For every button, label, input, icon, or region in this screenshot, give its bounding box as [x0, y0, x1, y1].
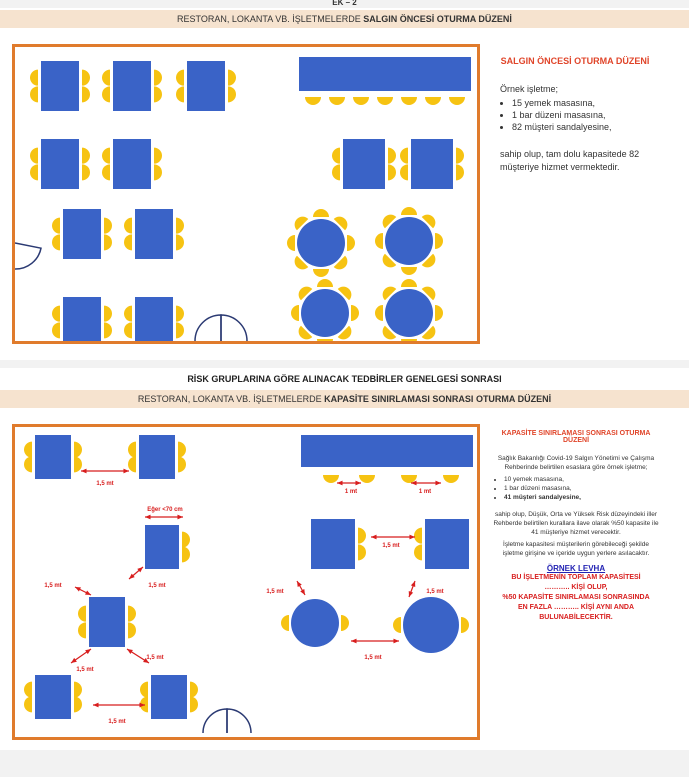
chair: [182, 532, 190, 548]
chair: [104, 218, 112, 234]
distance-label: 1,5 mt: [44, 583, 62, 589]
chair: [52, 322, 60, 338]
chair: [124, 234, 132, 250]
chair: [178, 442, 186, 458]
bar-counter: [301, 435, 473, 467]
chair: [176, 306, 184, 322]
chair: [332, 148, 340, 164]
arrow-head: [93, 703, 99, 708]
list-item: • 82 müşteri sandalyesine,: [512, 122, 650, 132]
sign-line: BU İŞLETMENİN TOPLAM KAPASİTESİ: [511, 574, 641, 581]
chair: [358, 528, 366, 544]
table: [63, 297, 101, 341]
chair: [305, 97, 321, 105]
chair: [102, 86, 110, 102]
chair: [24, 456, 32, 472]
chair: [74, 682, 82, 698]
chair: [102, 148, 110, 164]
arrow-head: [123, 469, 129, 474]
chair: [190, 696, 198, 712]
round-table: [403, 597, 459, 653]
door: [227, 709, 251, 733]
sign-line: ……….. KİŞİ OLUP,: [544, 584, 608, 591]
chair: [287, 235, 295, 251]
slide2-para3: İşletme kapasitesi müşterilerin görebileceği şekilde işletme girişine ve içeride uygun yerlere asılacaktır.: [502, 541, 650, 557]
slide2-side-panel: [492, 430, 660, 623]
table: [425, 519, 469, 569]
chair: [347, 235, 355, 251]
slide1-intro: Örnek işletme;: [500, 84, 559, 94]
chair: [52, 234, 60, 250]
distance-label: 1,5 mt: [108, 719, 126, 725]
chair: [190, 682, 198, 698]
slide2-para2: sahip olup, Düşük, Orta ve Yüksek Risk düzeyindeki iller Rehberde belirtilen kurallara ilave olarak %50 kapasite ile 41 müşteriye hizmet verecektir.: [493, 511, 659, 536]
door: [221, 315, 247, 341]
chair: [400, 164, 408, 180]
chair: [30, 70, 38, 86]
table: [113, 139, 151, 189]
slide-capacity-limit: [0, 368, 689, 750]
chair: [74, 456, 82, 472]
distance-label: Eğer <70 cm: [147, 507, 183, 513]
chair: [154, 148, 162, 164]
list-item: • 10 yemek masasına,: [504, 475, 660, 484]
chair: [388, 148, 396, 164]
distance-label: 1,5 mt: [382, 543, 400, 549]
chair: [124, 306, 132, 322]
chair: [414, 528, 422, 544]
sign-line: %50 KAPASİTE SINIRLAMASI SONRASINDA: [502, 594, 650, 601]
chair: [30, 148, 38, 164]
round-table: [297, 219, 345, 267]
chair: [425, 97, 441, 105]
table: [343, 139, 385, 189]
chair: [375, 305, 383, 321]
chair: [176, 70, 184, 86]
arrow-head: [411, 581, 415, 587]
door: [195, 315, 221, 341]
distance-label: 1,5 mt: [96, 481, 114, 487]
chair: [128, 442, 136, 458]
chair: [461, 617, 469, 633]
distance-label: 1,5 mt: [266, 589, 284, 595]
chair: [82, 164, 90, 180]
door: [15, 243, 41, 269]
chair: [102, 70, 110, 86]
table: [41, 139, 79, 189]
slide1-header-normal: RESTORAN, LOKANTA VB. İŞLETMELERDE: [177, 14, 364, 24]
chair: [317, 339, 333, 341]
list-item: • 1 bar düzeni masasına,: [504, 484, 660, 493]
sign-line: EN FAZLA ……….. KİŞİ AYNI ANDA BULUNABİLECEKTİR.: [517, 604, 635, 621]
distance-label: 1,5 mt: [426, 589, 444, 595]
chair: [102, 164, 110, 180]
slide2-header-normal: RESTORAN, LOKANTA VB. İŞLETMELERDE: [137, 394, 325, 404]
table: [411, 139, 453, 189]
slide2-header-bold: KAPASİTE SINIRLAMASI SONRASI OTURMA DÜZENİ: [324, 394, 552, 404]
arrow-head: [71, 658, 77, 663]
chair: [82, 148, 90, 164]
chair: [124, 322, 132, 338]
chair: [400, 148, 408, 164]
chair: [456, 164, 464, 180]
chair: [435, 233, 443, 249]
slide2-top-header-red: GENELGESİ SONRASI: [405, 374, 502, 384]
floor-plan-after: [12, 424, 480, 740]
chair: [353, 97, 369, 105]
chair: [128, 456, 136, 472]
arrow-head: [337, 481, 343, 486]
chair: [401, 207, 417, 215]
arrow-head: [409, 591, 413, 597]
slide1-header: [0, 10, 689, 28]
chair: [401, 267, 417, 275]
chair: [24, 442, 32, 458]
chair: [323, 475, 339, 483]
chair: [291, 305, 299, 321]
slide2-top-header-normal: RİSK GRUPLARINA GÖRE ALINACAK TEDBİRLER: [187, 374, 406, 384]
slide1-bullets: [500, 98, 650, 132]
slide1-header-bold: SALGIN ÖNCESİ OTURMA DÜZENİ: [363, 14, 512, 24]
floor-plan-after-drawing: [15, 427, 477, 737]
table: [135, 209, 173, 259]
chair: [52, 306, 60, 322]
chair: [24, 682, 32, 698]
floor-plan-before: [12, 44, 480, 344]
list-item: • 1 bar düzeni masasına,: [512, 110, 650, 120]
arrow-head: [355, 481, 361, 486]
chair: [104, 322, 112, 338]
slide2-top-header: [0, 370, 689, 388]
chair: [449, 97, 465, 105]
table: [35, 675, 71, 719]
table: [135, 297, 173, 341]
chair: [341, 615, 349, 631]
chair: [74, 442, 82, 458]
chair: [388, 164, 396, 180]
floor-plan-before-drawing: [15, 47, 477, 341]
distance-label: 1 mt: [418, 489, 432, 495]
arrow-head: [393, 639, 399, 644]
chair: [401, 339, 417, 341]
chair: [30, 164, 38, 180]
table: [311, 519, 355, 569]
arrow-head: [371, 535, 377, 540]
round-table: [301, 289, 349, 337]
table: [41, 61, 79, 111]
slide1-side-panel: [500, 56, 650, 174]
distance-label: 1,5 mt: [146, 655, 164, 661]
chair: [375, 233, 383, 249]
chair: [358, 544, 366, 560]
chair: [128, 606, 136, 622]
bottom-strip: [0, 755, 689, 777]
list-item: • 15 yemek masasına,: [512, 98, 650, 108]
chair: [128, 622, 136, 638]
chair: [435, 305, 443, 321]
slide-pre-pandemic: [0, 8, 689, 360]
chair: [140, 682, 148, 698]
chair: [359, 475, 375, 483]
table: [63, 209, 101, 259]
arrow-head: [177, 515, 183, 520]
distance-label: 1,5 mt: [76, 667, 94, 673]
table: [35, 435, 71, 479]
chair: [393, 617, 401, 633]
chair: [82, 70, 90, 86]
arrow-head: [435, 481, 441, 486]
slide2-para1: Sağlık Bakanlığı Covid-19 Salgın Yönetimi ve Çalışma Rehberinde belirtilen esaslara göre örnek işletme;: [497, 455, 655, 471]
table: [113, 61, 151, 111]
round-table: [291, 599, 339, 647]
distance-label: 1,5 mt: [148, 583, 166, 589]
chair: [104, 234, 112, 250]
chair: [313, 269, 329, 277]
door: [203, 709, 227, 733]
table: [89, 597, 125, 647]
table: [139, 435, 175, 479]
chair: [281, 615, 289, 631]
slide2-bullets: [492, 475, 660, 502]
arrow-head: [145, 515, 151, 520]
chair: [52, 218, 60, 234]
bar-counter: [299, 57, 471, 91]
chair: [317, 279, 333, 287]
distance-label: 1 mt: [344, 489, 358, 495]
arrow-head: [81, 469, 87, 474]
chair: [176, 86, 184, 102]
chair: [154, 86, 162, 102]
sign-title: ÖRNEK LEVHA: [546, 564, 606, 573]
page-tag: EK – 2: [332, 0, 357, 7]
table: [145, 525, 179, 569]
slide1-side-title: SALGIN ÖNCESİ OTURMA DÜZENİ: [500, 56, 650, 66]
slide1-closing: sahip olup, tam dolu kapasitede 82 müşteriye hizmet vermektedir.: [500, 149, 640, 172]
chair: [456, 148, 464, 164]
list-item: • 41 müşteri sandalyesine,: [504, 493, 660, 502]
chair: [176, 234, 184, 250]
round-table: [385, 289, 433, 337]
chair: [228, 86, 236, 102]
chair: [176, 322, 184, 338]
chair: [443, 475, 459, 483]
chair: [154, 70, 162, 86]
round-table: [385, 217, 433, 265]
chair: [414, 544, 422, 560]
chair: [351, 305, 359, 321]
table: [187, 61, 225, 111]
chair: [332, 164, 340, 180]
chair: [401, 279, 417, 287]
chair: [78, 622, 86, 638]
chair: [104, 306, 112, 322]
chair: [24, 696, 32, 712]
chair: [154, 164, 162, 180]
table: [151, 675, 187, 719]
chair: [78, 606, 86, 622]
distance-label: 1,5 mt: [364, 655, 382, 661]
chair: [176, 218, 184, 234]
arrow-head: [85, 649, 91, 654]
slide2-side-title: KAPASİTE SINIRLAMASI SONRASI OTURMA DÜZENİ: [501, 430, 651, 444]
chair: [228, 70, 236, 86]
chair: [74, 696, 82, 712]
chair: [313, 209, 329, 217]
chair: [30, 86, 38, 102]
chair: [377, 97, 393, 105]
chair: [329, 97, 345, 105]
chair: [182, 546, 190, 562]
chair: [124, 218, 132, 234]
slide2-header: [0, 390, 689, 408]
chair: [401, 97, 417, 105]
chair: [82, 86, 90, 102]
chair: [178, 456, 186, 472]
arrow-head: [127, 649, 133, 654]
arrow-head: [351, 639, 357, 644]
